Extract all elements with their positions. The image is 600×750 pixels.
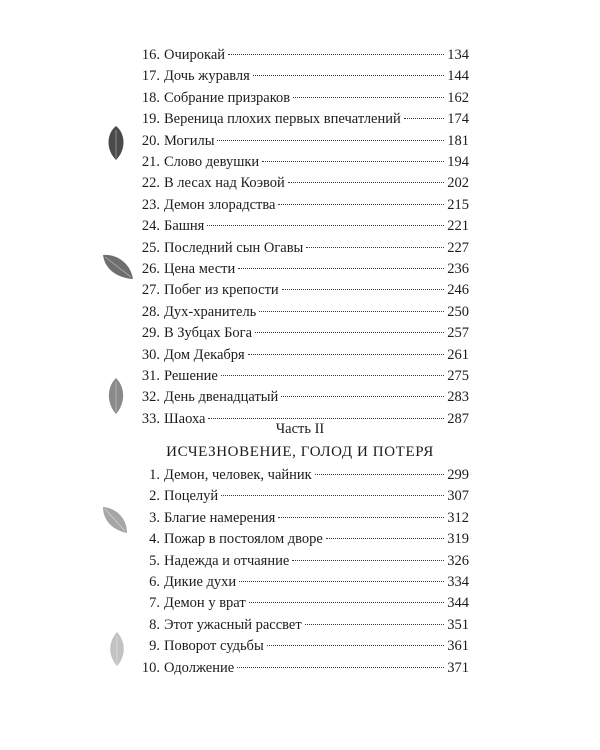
dot-leader [315,474,445,475]
toc-entry [140,322,469,344]
chapter-number: 29. [141,325,160,342]
chapter-number: 6. [149,574,160,590]
toc-entry [140,592,469,614]
leaf-icon [100,252,136,282]
chapter-title: Слово девушки [164,154,260,170]
dot-leader [262,161,444,162]
chapter-title: Могилы [164,132,215,149]
part-title: ИСЧЕЗНОВЕНИЕ, ГОЛОД И ПОТЕРЯ [166,444,434,460]
chapter-number: 2. [149,488,160,505]
chapter-number: 26. [141,261,160,277]
toc-entry [140,65,469,87]
page-number: 134 [447,47,469,63]
chapter-title: Собрание призраков [164,89,291,106]
toc-entry [140,279,469,301]
page-number: 202 [447,175,469,192]
part-label: Часть II [275,421,325,437]
page-number: 227 [447,239,469,256]
dot-leader [292,560,444,561]
toc-entry [140,172,469,194]
dot-leader [221,495,444,496]
chapter-title: В Зубцах Бога [164,325,253,342]
toc-entry [140,87,469,109]
page-number: 194 [447,154,469,170]
page-number: 257 [447,325,469,342]
chapter-number: 33. [141,410,160,427]
page-number: 236 [447,261,469,277]
toc-entry [140,635,469,657]
chapter-number: 27. [141,282,160,299]
toc-entry [140,365,469,387]
dot-leader [248,354,445,355]
chapter-number: 10. [141,659,160,676]
chapter-title: Дом Декабря [164,346,245,363]
page-number: 250 [447,303,469,320]
dot-leader [404,118,444,119]
chapter-number: 7. [149,595,160,612]
dot-leader [207,225,444,226]
chapter-number: 32. [141,389,160,406]
toc-entry [140,237,469,259]
dot-leader [293,97,444,98]
dot-leader [305,624,445,625]
page-number: 334 [447,574,469,590]
page-number: 344 [447,595,469,612]
chapter-number: 1. [149,467,160,483]
dot-leader [239,581,444,582]
page-number: 287 [447,410,469,427]
page-number: 351 [447,616,469,633]
chapter-title: Шаоха [164,410,206,427]
chapter-title: Благие намерения [164,509,276,526]
chapter-number: 19. [141,111,160,128]
toc-entry [140,344,469,366]
toc-entry [140,571,469,593]
chapter-title: Решение [164,368,218,384]
dot-leader [228,54,444,55]
toc-entry [140,507,469,529]
dot-leader [259,311,444,312]
dot-leader [249,602,445,603]
chapter-title: Демон злорадства [164,196,276,213]
chapter-number: 24. [141,218,160,235]
dot-leader [267,645,445,646]
chapter-title: Демон у врат [164,595,246,612]
chapter-number: 18. [141,89,160,106]
chapter-number: 8. [149,616,160,633]
chapter-number: 22. [141,175,160,192]
toc-entry [140,194,469,216]
toc-entry [140,301,469,323]
chapter-number: 20. [141,132,160,149]
page-number: 215 [447,196,469,213]
dot-leader [278,517,444,518]
page-number: 371 [447,659,469,676]
chapter-number: 17. [141,68,160,85]
chapter-number: 23. [141,196,160,213]
chapter-number: 5. [149,552,160,569]
chapter-number: 16. [141,47,160,63]
toc-entry [140,550,469,572]
chapter-title: Поцелуй [164,488,219,505]
page-number: 361 [447,638,469,655]
chapter-number: 9. [149,638,160,655]
chapter-number: 3. [149,509,160,526]
chapter-title: День двенадцатый [164,389,279,406]
dot-leader [281,396,444,397]
chapter-title: Надежда и отчаяние [164,552,290,569]
toc-entry [140,614,469,636]
toc-entry [140,108,469,130]
toc-entry [140,215,469,237]
dot-leader [237,667,444,668]
page-number: 221 [447,218,469,235]
leaf-icon [104,124,128,162]
chapter-title: Поворот судьбы [164,638,264,655]
chapter-number: 30. [141,346,160,363]
chapter-number: 21. [141,154,160,170]
chapter-title: Дочь журавля [164,68,250,85]
chapter-number: 25. [141,239,160,256]
page-number: 299 [447,467,469,483]
chapter-title: Цена мести [164,261,236,277]
leaf-icon [100,504,130,536]
chapter-title: Пожар в постоялом дворе [164,531,323,548]
dot-leader [326,538,444,539]
toc-entry [140,464,469,486]
chapter-title: Вереница плохих первых впечатлений [164,111,401,128]
toc-entry [140,657,469,679]
dot-leader [282,289,445,290]
dot-leader [288,182,444,183]
page-number: 162 [447,89,469,106]
leaf-icon [106,630,128,668]
toc-entry [140,130,469,152]
chapter-number: 28. [141,303,160,320]
page-number: 261 [447,346,469,363]
toc-entry [140,151,469,173]
chapter-title: Одолжение [164,659,235,676]
page-number: 144 [447,68,469,85]
page-number: 326 [447,552,469,569]
chapter-number: 31. [141,368,160,384]
toc-entry [140,386,469,408]
chapter-title: Дух-хранитель [164,303,257,320]
dot-leader [221,375,444,376]
chapter-title: Последний сын Огавы [164,239,304,256]
page-number: 181 [447,132,469,149]
toc-entry [140,44,469,66]
chapter-title: В лесах над Коэвой [164,175,285,192]
chapter-title: Побег из крепости [164,282,279,299]
page-number: 312 [447,509,469,526]
toc-entry [140,485,469,507]
dot-leader [306,247,444,248]
dot-leader [253,75,444,76]
dot-leader [255,332,444,333]
chapter-title: Башня [164,218,205,235]
toc-entry [140,528,469,550]
chapter-title: Демон, человек, чайник [164,467,312,483]
page-number: 307 [447,488,469,505]
page-number: 246 [447,282,469,299]
chapter-number: 4. [149,531,160,548]
toc-entry [140,258,469,280]
chapter-title: Этот ужасный рассвет [164,616,302,633]
page-number: 174 [447,111,469,128]
page-number: 283 [447,389,469,406]
dot-leader [278,204,444,205]
dot-leader [238,268,444,269]
page-number: 319 [447,531,469,548]
leaf-icon [104,376,128,416]
chapter-title: Очирокай [164,47,226,63]
dot-leader [217,140,444,141]
chapter-title: Дикие духи [164,574,237,590]
page-number: 275 [447,368,469,384]
